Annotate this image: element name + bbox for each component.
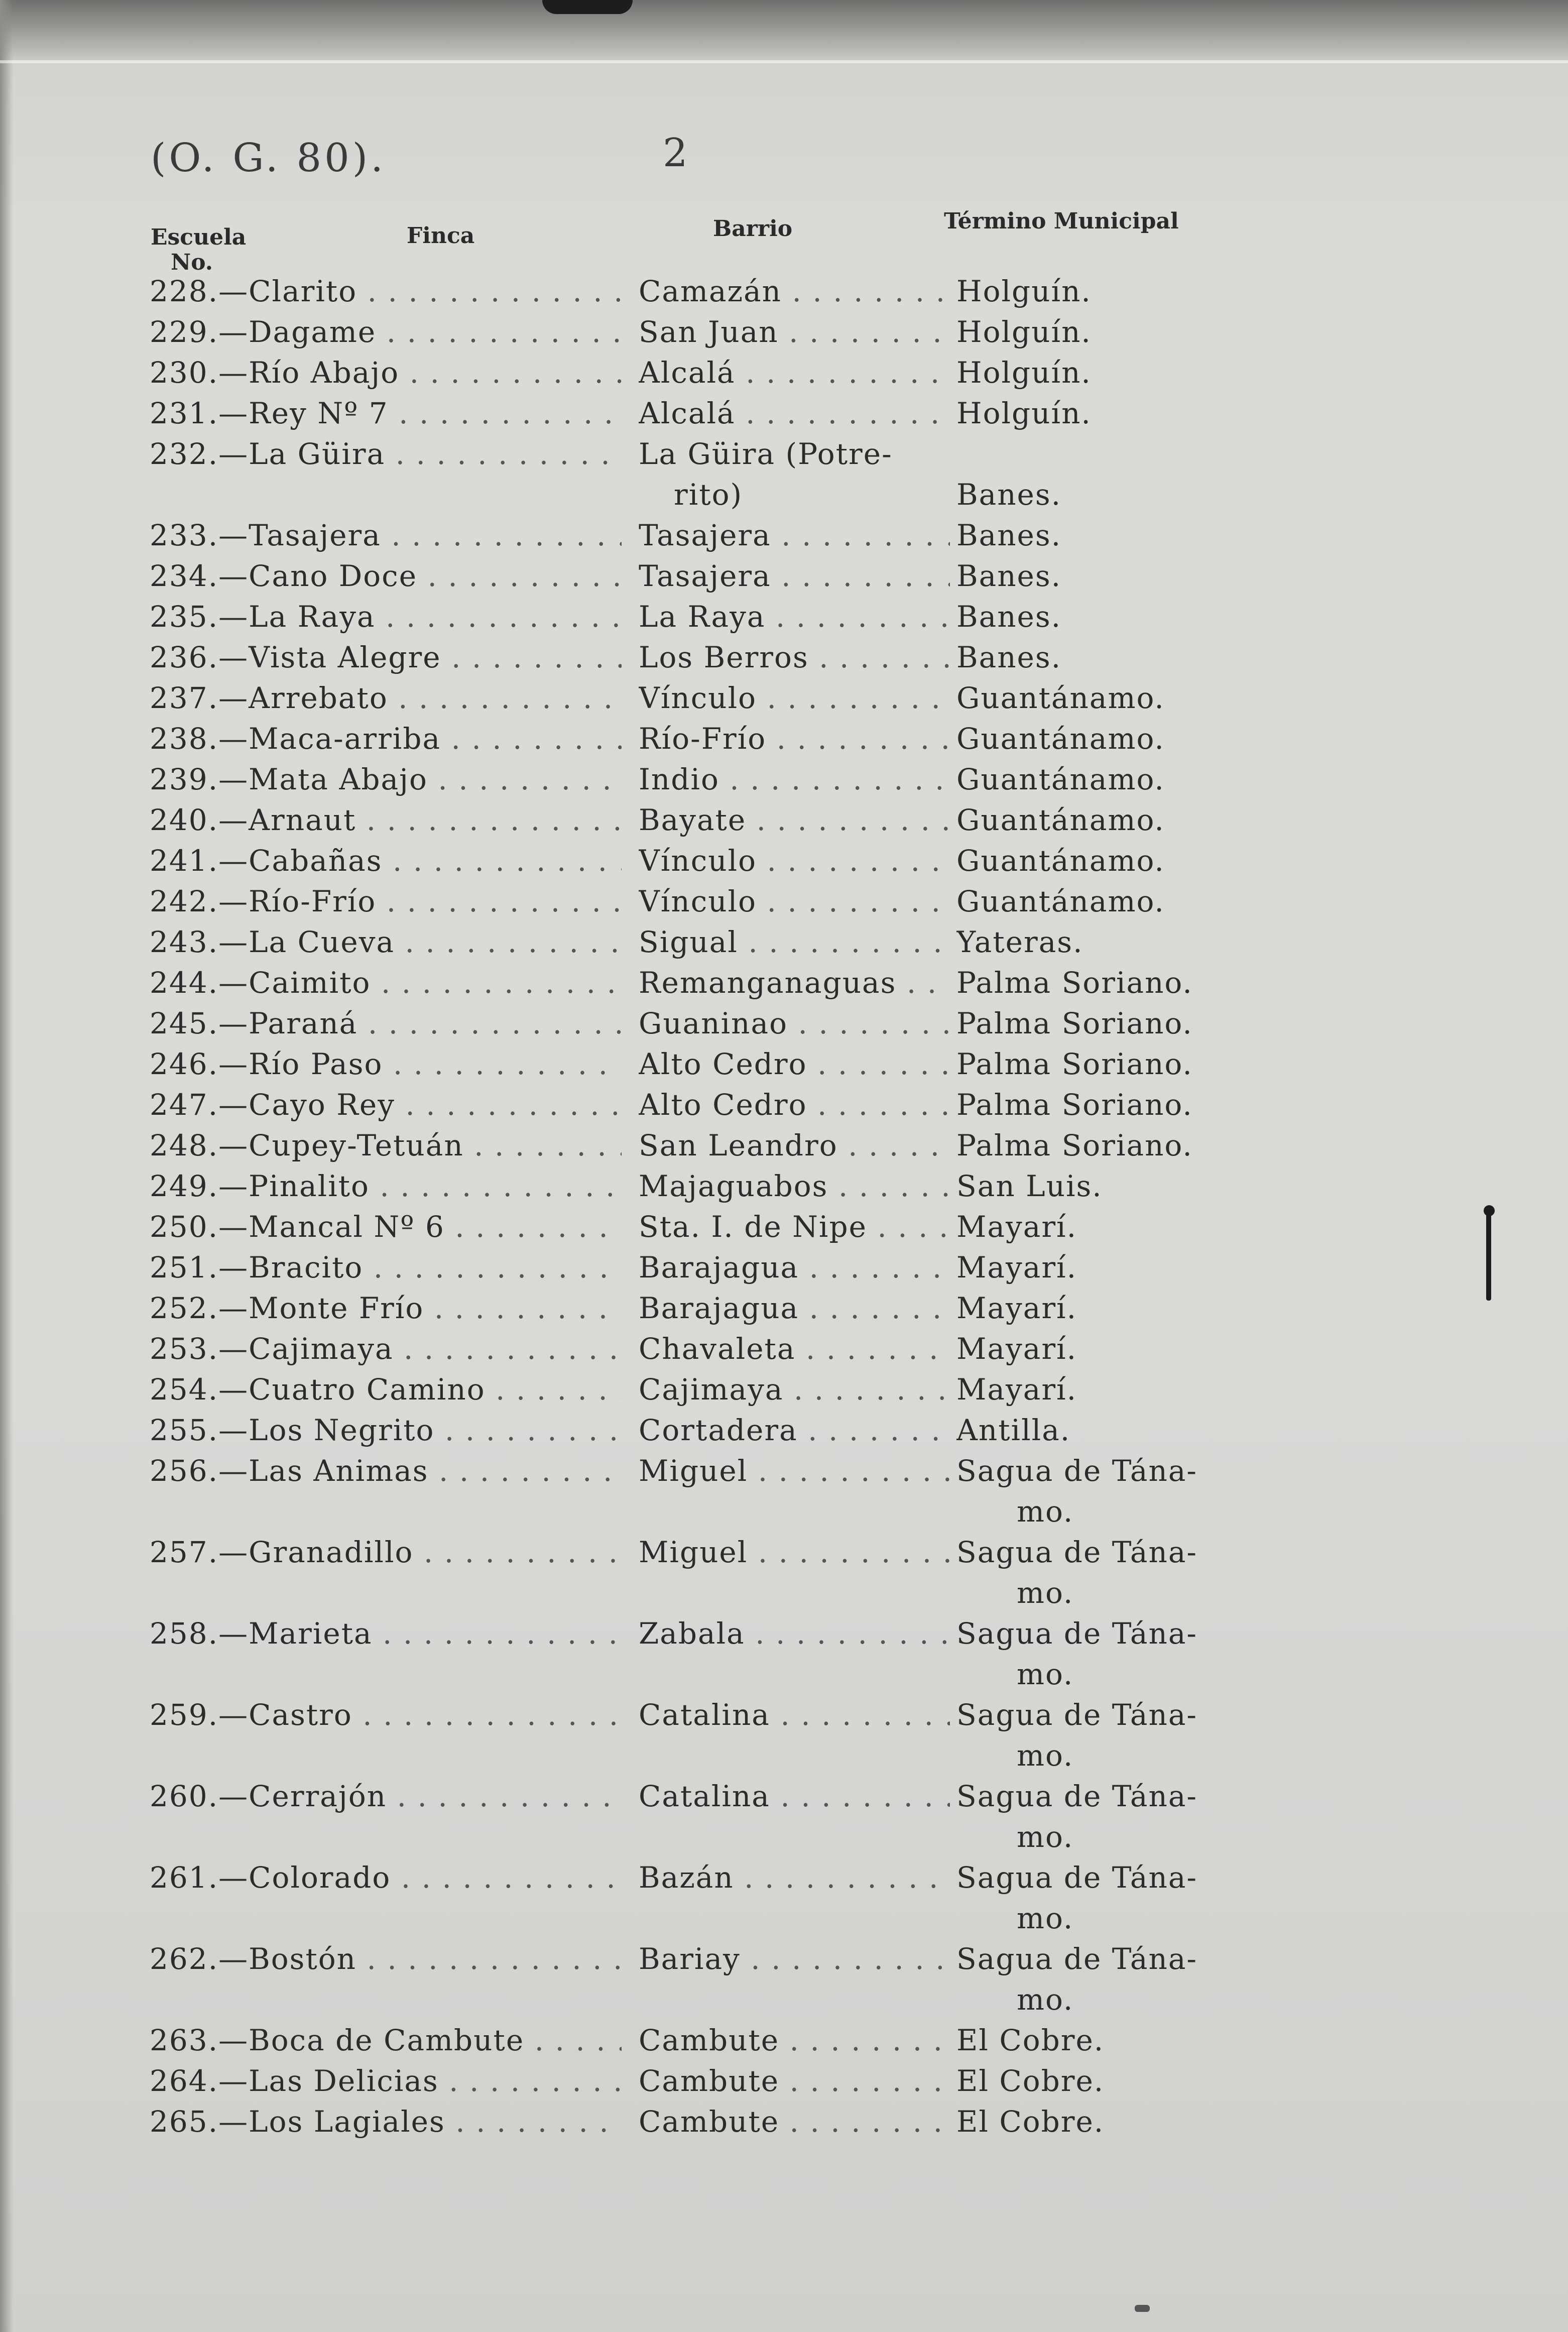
table-row [0,2102,1568,2142]
escuela-finca-cell: 251.—Bracito . . . [150,1247,622,1288]
table-row [0,1044,1568,1085]
barrio-cell [639,597,950,637]
table-row [0,1776,1568,1857]
column-header-no-label: No. [171,250,213,275]
barrio-cell [639,1288,950,1329]
termino-text: Palma Soriano. [956,1088,1193,1122]
termino-text: Sagua de Tána- [956,1942,1197,1976]
termino-cell [956,312,1268,353]
termino-text: Sagua de Tána- [956,1779,1197,1813]
termino-text-continued: mo. [1017,1657,1074,1691]
termino-cell [956,759,1268,800]
escuela-finca-cell: 257.—Granadillo . . . [150,1532,622,1573]
barrio-cell [639,515,950,556]
termino-text: Holguín. [956,396,1092,430]
column-header-termino: Término Municipal [944,208,1179,234]
barrio-cell [639,1329,950,1369]
barrio-cell [639,2020,950,2061]
termino-text: Palma Soriano. [956,966,1193,1000]
table-row [0,881,1568,922]
barrio-text: Indio [639,762,719,796]
table-row [0,637,1568,678]
escuela-finca-cell: 230.—Río Abajo . . . [150,353,622,393]
scan-ink-blot [542,0,633,14]
barrio-text: Guaninao [639,1006,788,1040]
page-number: 2 [663,131,688,176]
termino-cell [956,1044,1268,1085]
barrio-text: Vínculo [639,884,757,918]
document-reference: (O. G. 80). [151,136,386,181]
termino-text: Sagua de Tána- [956,1535,1197,1569]
termino-cell [956,1329,1268,1369]
termino-cell [956,922,1268,963]
escuela-finca-cell: 262.—Bostón . . . [150,1939,622,1979]
termino-cell [956,1288,1268,1329]
barrio-text: Vínculo [639,681,757,715]
barrio-text: Sta. I. de Nipe [639,1210,867,1244]
termino-cell [956,393,1268,434]
table-row [0,1166,1568,1207]
column-header-escuela [151,225,246,275]
termino-text: Palma Soriano. [956,1006,1193,1040]
ink-smudge [1135,2305,1150,2312]
barrio-cell [639,759,950,800]
barrio-text: Bayate [639,803,747,837]
scan-top-shadow [0,0,1568,65]
termino-text: Holguín. [956,315,1092,349]
table-row [0,556,1568,597]
escuela-finca-cell: 229.—Dagame . . . [150,312,622,353]
barrio-text: Chavaleta [639,1332,796,1366]
termino-text: El Cobre. [956,2105,1105,2139]
barrio-text: Cambute [639,2105,780,2139]
barrio-text: Sigual [639,925,738,959]
termino-cell [956,637,1268,678]
barrio-text: Remanganaguas [639,966,897,1000]
termino-text: El Cobre. [956,2064,1105,2098]
escuela-finca-cell: 255.—Los Negrito . . . [150,1410,622,1451]
termino-cell [956,1207,1268,1247]
barrio-text: San Juan [639,315,779,349]
barrio-text: Catalina [639,1779,770,1813]
termino-cell [956,1857,1268,1939]
table-row [0,1247,1568,1288]
escuela-finca-cell: 264.—Las Delicias . . . [150,2061,622,2102]
barrio-text: Río-Frío [639,722,767,756]
table-row [0,841,1568,881]
termino-text: Guantánamo. [956,722,1165,756]
table-row [0,597,1568,637]
termino-text: Mayarí. [956,1372,1077,1407]
table-row [0,922,1568,963]
termino-cell [956,1451,1268,1532]
termino-cell [956,1613,1268,1695]
barrio-cell [639,637,950,678]
termino-text-continued: mo. [1017,1738,1074,1773]
ink-dot [1484,1205,1495,1216]
escuela-finca-cell: 235.—La Raya . . . [150,597,622,637]
table-row [0,312,1568,353]
termino-text: Guantánamo. [956,803,1165,837]
table-row [0,515,1568,556]
barrio-cell [639,719,950,759]
escuela-finca-cell: 260.—Cerrajón . . . [150,1776,622,1817]
barrio-cell [639,678,950,719]
barrio-cell [639,881,950,922]
barrio-cell [639,556,950,597]
termino-cell [956,597,1268,637]
escuela-finca-cell: 258.—Marieta . . . [150,1613,622,1654]
table-row [0,719,1568,759]
table-row [0,1451,1568,1532]
barrio-cell [639,1044,950,1085]
escuela-finca-cell: 245.—Paraná . . . [150,1003,622,1044]
barrio-text: Bazán [639,1860,734,1895]
termino-text: Palma Soriano. [956,1128,1193,1162]
escuela-finca-cell: 256.—Las Animas . . . [150,1451,622,1491]
termino-text: Antilla. [956,1413,1071,1447]
termino-text-continued: mo. [1017,1494,1074,1529]
escuela-finca-cell: 250.—Mancal Nº 6 . . . [150,1207,622,1247]
termino-cell [956,2020,1268,2061]
barrio-cell [639,1085,950,1125]
escuela-finca-cell: 236.—Vista Alegre . . . [150,637,622,678]
escuela-finca-cell: 247.—Cayo Rey . . . [150,1085,622,1125]
termino-text: Mayarí. [956,1332,1077,1366]
barrio-text: Miguel [639,1454,748,1488]
escuela-finca-cell: 234.—Cano Doce . . . [150,556,622,597]
table-row [0,353,1568,393]
termino-cell [956,1166,1268,1207]
escuela-finca-cell: 253.—Cajimaya . . . [150,1329,622,1369]
escuela-finca-cell: 240.—Arnaut . . . [150,800,622,841]
barrio-cell [639,963,950,1003]
termino-cell [956,841,1268,881]
barrio-cell [639,1166,950,1207]
termino-text: Mayarí. [956,1291,1077,1325]
table-row [0,1207,1568,1247]
table-row [0,963,1568,1003]
termino-cell [956,515,1268,556]
escuela-finca-cell: 239.—Mata Abajo . . . [150,759,622,800]
escuela-finca-cell: 238.—Maca-arriba . . . [150,719,622,759]
barrio-cell [639,1247,950,1288]
barrio-text: Cambute [639,2064,780,2098]
barrio-cell [639,841,950,881]
table-row [0,1329,1568,1369]
barrio-text: Camazán [639,274,782,308]
barrio-cell [639,2061,950,2102]
table-row [0,1695,1568,1776]
barrio-text: La Güira (Potre- [639,437,893,471]
termino-text: San Luis. [956,1169,1103,1203]
termino-text: Banes. [956,640,1062,674]
barrio-text: Majaguabos [639,1169,828,1203]
termino-cell [956,881,1268,922]
termino-cell [956,1410,1268,1451]
escuela-finca-cell: 249.—Pinalito . . . [150,1166,622,1207]
table-row [0,1410,1568,1451]
escuela-finca-cell: 244.—Caimito . . . [150,963,622,1003]
escuela-finca-cell: 243.—La Cueva . . . [150,922,622,963]
ink-mark [1486,1210,1491,1301]
column-header-finca: Finca [407,223,475,249]
table-row [0,1857,1568,1939]
table-row [0,2061,1568,2102]
termino-text: Sagua de Tána- [956,1454,1197,1488]
table-row [0,271,1568,312]
termino-cell [956,475,1268,515]
barrio-cell [639,393,950,434]
school-table [0,271,1568,2142]
termino-cell [956,678,1268,719]
termino-cell [956,1369,1268,1410]
column-header-barrio: Barrio [713,216,793,242]
barrio-text: Tasajera [639,518,771,552]
termino-text: Sagua de Tána- [956,1860,1197,1895]
termino-text-continued: mo. [1017,1901,1074,1935]
barrio-text: Miguel [639,1535,748,1569]
column-header-escuela-label: Escuela [151,224,247,250]
termino-cell [956,2061,1268,2102]
barrio-cell [639,1369,950,1410]
termino-text-continued: mo. [1017,1820,1074,1854]
barrio-text: Vínculo [639,844,757,878]
termino-text: Guantánamo. [956,844,1165,878]
barrio-cell [639,271,950,312]
escuela-finca-cell: 233.—Tasajera . . . [150,515,622,556]
barrio-text: Los Berros [639,640,809,674]
barrio-cell [639,1125,950,1166]
termino-cell [956,1532,1268,1613]
escuela-finca-cell: 261.—Colorado . . . [150,1857,622,1898]
table-row [0,393,1568,434]
barrio-text: Alcalá [639,356,736,390]
termino-cell [956,800,1268,841]
termino-cell [956,1125,1268,1166]
barrio-text: Catalina [639,1698,770,1732]
termino-cell [956,2102,1268,2142]
table-row [0,759,1568,800]
barrio-text-continued: rito) [674,478,743,512]
table-row [0,1003,1568,1044]
termino-text: Mayarí. [956,1250,1077,1285]
escuela-finca-cell: 265.—Los Lagiales . . . [150,2102,622,2142]
escuela-finca-cell: 263.—Boca de Cambute . . . [150,2020,622,2061]
termino-text: Sagua de Tána- [956,1616,1197,1651]
termino-text: Guantánamo. [956,681,1165,715]
table-row [0,1532,1568,1613]
termino-text: Yateras. [956,925,1083,959]
termino-cell [956,353,1268,393]
termino-text: Holguín. [956,274,1092,308]
escuela-finca-cell: 259.—Castro . . . [150,1695,622,1735]
barrio-text: Barajagua [639,1291,799,1325]
paper-fold-line [0,60,1568,63]
termino-cell [956,1247,1268,1288]
termino-text-continued: mo. [1017,1576,1074,1610]
barrio-text: La Raya [639,600,766,634]
table-row [0,1613,1568,1695]
table-row [0,800,1568,841]
barrio-cell [639,922,950,963]
termino-text-continued: mo. [1017,1983,1074,2017]
barrio-text: Alto Cedro [639,1088,807,1122]
termino-text: Banes. [956,478,1062,512]
table-row [0,1288,1568,1329]
escuela-finca-cell: 241.—Cabañas . . . [150,841,622,881]
termino-text: Banes. [956,600,1062,634]
termino-cell [956,1003,1268,1044]
termino-text: Banes. [956,559,1062,593]
escuela-finca-cell: 246.—Río Paso . . . [150,1044,622,1085]
termino-cell [956,1695,1268,1776]
barrio-cell [639,800,950,841]
barrio-text: Tasajera [639,559,771,593]
table-row [0,434,1568,515]
barrio-cell [639,1451,950,1491]
barrio-cell [639,312,950,353]
barrio-cell [639,1003,950,1044]
escuela-finca-cell: 254.—Cuatro Camino . . . [150,1369,622,1410]
table-row [0,1939,1568,2020]
barrio-cell [639,1695,950,1735]
termino-text: Guantánamo. [956,884,1165,918]
barrio-text: Cajimaya [639,1372,784,1407]
barrio-text: Barajagua [639,1250,799,1285]
table-row [0,1125,1568,1166]
barrio-cell [639,353,950,393]
termino-text: Mayarí. [956,1210,1077,1244]
barrio-cell [639,1207,950,1247]
escuela-finca-cell: 237.—Arrebato . . . [150,678,622,719]
barrio-cell [639,1776,950,1817]
termino-text: Holguín. [956,356,1092,390]
termino-cell [956,271,1268,312]
barrio-cell [639,434,950,515]
termino-cell [956,1085,1268,1125]
termino-text: Banes. [956,518,1062,552]
termino-text: Sagua de Tána- [956,1698,1197,1732]
escuela-finca-cell: 232.—La Güira . . . [150,434,622,475]
barrio-cell [639,1410,950,1451]
termino-cell [956,963,1268,1003]
barrio-text: Bariay [639,1942,741,1976]
termino-text: Palma Soriano. [956,1047,1193,1081]
termino-text: El Cobre. [956,2023,1105,2057]
escuela-finca-cell: 231.—Rey Nº 7 . . . [150,393,622,434]
barrio-text: Cortadera [639,1413,798,1447]
table-row [0,1085,1568,1125]
barrio-cell [639,1613,950,1654]
termino-cell [956,1776,1268,1857]
escuela-finca-cell: 252.—Monte Frío . . . [150,1288,622,1329]
barrio-cell [639,2102,950,2142]
table-row [0,2020,1568,2061]
barrio-cell [639,1532,950,1573]
termino-text: Guantánamo. [956,762,1165,796]
table-row [0,1369,1568,1410]
barrio-text: San Leandro [639,1128,838,1162]
escuela-finca-cell: 248.—Cupey-Tetuán . . . [150,1125,622,1166]
termino-cell [956,556,1268,597]
barrio-text: Alcalá [639,396,736,430]
barrio-text: Zabala [639,1616,745,1651]
termino-cell [956,1939,1268,2020]
barrio-text: Alto Cedro [639,1047,807,1081]
barrio-cell [639,1939,950,1979]
barrio-text: Cambute [639,2023,780,2057]
escuela-finca-cell: 242.—Río-Frío . . . [150,881,622,922]
table-row [0,678,1568,719]
escuela-finca-cell: 228.—Clarito . . . [150,271,622,312]
termino-cell [956,719,1268,759]
barrio-cell [639,1857,950,1898]
